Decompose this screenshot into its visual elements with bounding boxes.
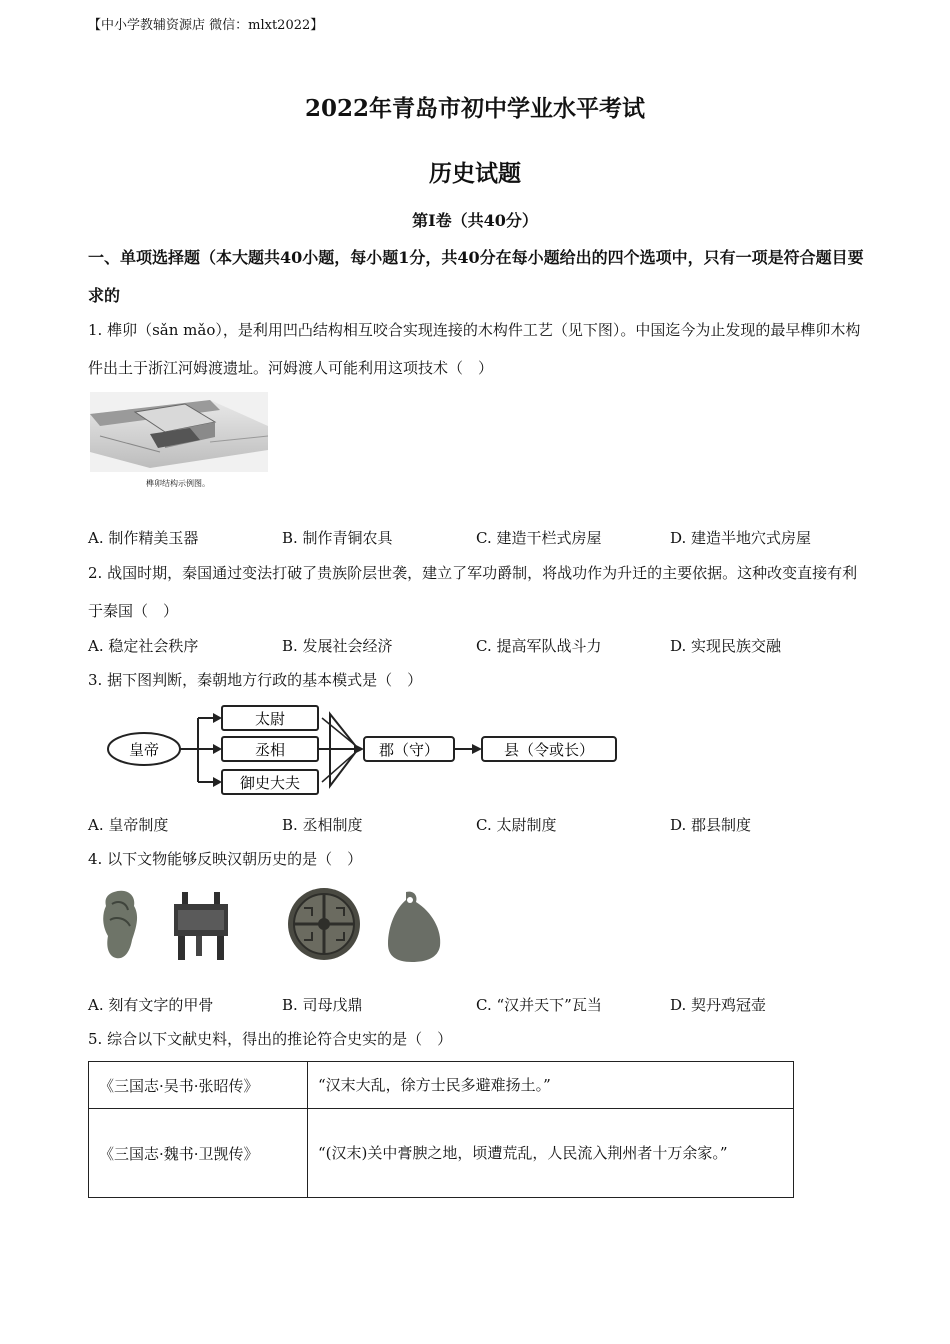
source-table	[88, 1061, 794, 1198]
option-b[interactable]: B. 制作青铜农具	[282, 529, 393, 547]
option-c[interactable]: C. 太尉制度	[476, 816, 557, 834]
option-b[interactable]: B. 丞相制度	[282, 816, 363, 834]
exam-title: 2022年青岛市初中学业水平考试	[304, 95, 645, 122]
khitan-cockscomb-pot-image	[388, 892, 440, 962]
exam-subtitle: 历史试题	[429, 160, 521, 187]
question-1-stem: 1. 榫卯（sǎn mǎo），是利用凹凸结构相互咬合实现连接的木构件工艺（见下图）。中国迄今为止发现的最早榫卯木构件出土于浙江河姆渡遗址。河姆渡人可能利用这项技术（ ）	[88, 321, 861, 377]
option-d[interactable]: D. 郡县制度	[670, 816, 752, 834]
source-cell: 《三国志·吴书·张昭传》	[89, 1062, 308, 1109]
question-2-stem: 2. 战国时期，秦国通过变法打破了贵族阶层世袭，建立了军功爵制，将战功作为升迁的主要依据。这种改变直接有利于秦国（ ）	[88, 564, 858, 620]
option-a[interactable]: A. 皇帝制度	[88, 816, 169, 834]
option-b[interactable]: B. 发展社会经济	[282, 637, 393, 655]
artifact-images	[96, 886, 456, 966]
quote-cell: “汉末大乱，徐方士民多避难扬土。”	[308, 1062, 794, 1109]
option-c[interactable]: C. 提高军队战斗力	[476, 637, 602, 655]
question-1-options	[88, 527, 868, 551]
question-3-stem: 3. 据下图判断，秦朝地方行政的基本模式是（ ）	[88, 671, 423, 689]
quote-cell: “(汉末)关中膏腴之地，顷遭荒乱，人民流入荆州者十万余家。”	[308, 1109, 794, 1198]
option-a[interactable]: A. 刻有文字的甲骨	[88, 996, 214, 1014]
question-2-options	[88, 635, 868, 659]
emperor-label: 皇帝	[128, 741, 160, 759]
option-a[interactable]: A. 稳定社会秩序	[88, 637, 199, 655]
option-c[interactable]: C. “汉并天下”瓦当	[476, 996, 602, 1014]
volume-heading: 第Ⅰ卷（共40分）	[412, 211, 538, 230]
commandery-label: 郡（守）	[378, 741, 440, 759]
question-5-stem: 5. 综合以下文献史料，得出的推论符合史实的是（ ）	[88, 1030, 453, 1048]
official-label: 丞相	[254, 741, 286, 759]
option-d[interactable]: D. 实现民族交融	[670, 637, 782, 655]
table-row	[89, 1062, 794, 1109]
option-d[interactable]: D. 建造半地穴式房屋	[670, 529, 812, 547]
option-b[interactable]: B. 司母戊鼎	[282, 996, 363, 1014]
oracle-bone-image	[103, 891, 137, 959]
header-note: 【中小学教辅资源店 微信：mlxt2022】	[88, 18, 324, 33]
official-label: 御史大夫	[239, 774, 301, 792]
simuwu-ding-image	[174, 892, 228, 960]
table-row	[89, 1109, 794, 1198]
option-c[interactable]: C. 建造干栏式房屋	[476, 529, 602, 547]
option-a[interactable]: A. 制作精美玉器	[88, 529, 199, 547]
section-heading: 一、单项选择题（本大题共40小题，每小题1分，共40分在每小题给出的四个选项中，只有一项是符合题目要求的	[88, 248, 864, 305]
official-label: 太尉	[254, 710, 286, 728]
source-cell: 《三国志·魏书·卫觊传》	[89, 1109, 308, 1198]
qin-administration-diagram	[100, 700, 630, 804]
question-4-stem: 4. 以下文物能够反映汉朝历史的是（ ）	[88, 850, 363, 868]
county-label: 县（令或长）	[503, 741, 595, 759]
han-tile-end-image	[288, 888, 360, 960]
question-3-options	[88, 814, 868, 838]
option-d[interactable]: D. 契丹鸡冠壶	[670, 996, 767, 1014]
figure-caption: 榫卯结构示例图。	[146, 479, 210, 488]
question-4-options	[88, 994, 868, 1018]
mortise-tenon-image	[90, 392, 268, 472]
